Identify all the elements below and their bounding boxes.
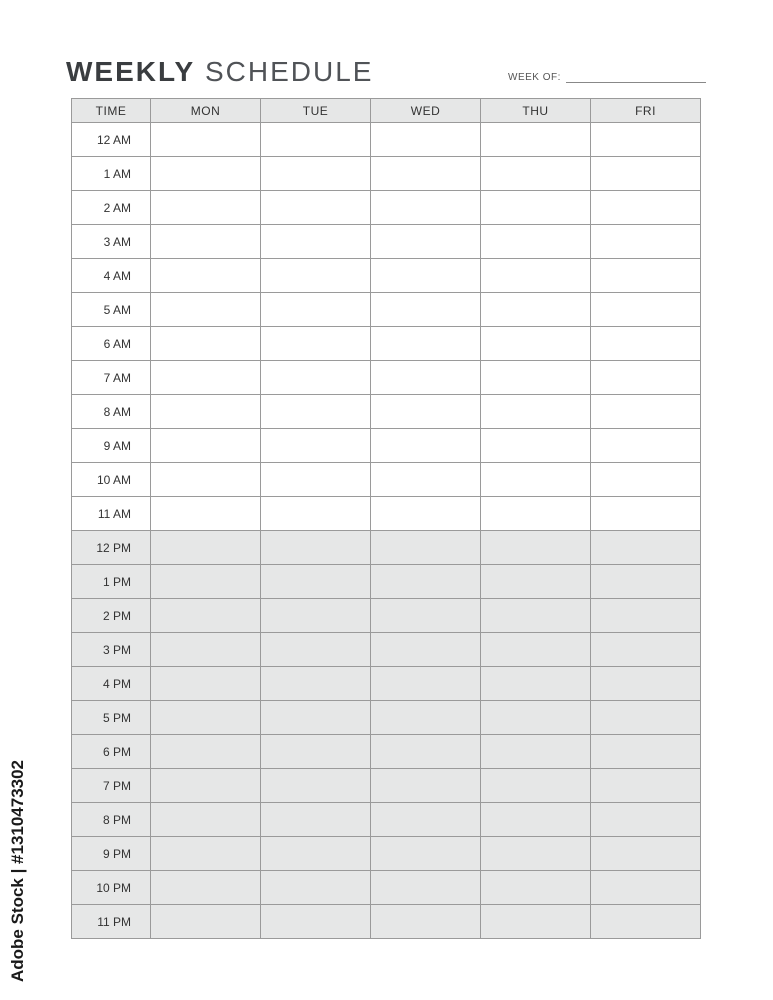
time-row xyxy=(72,633,701,667)
time-row xyxy=(72,531,701,565)
stock-id-text: Adobe Stock | #1310473302 xyxy=(8,759,27,982)
time-label: 9 PM xyxy=(72,837,151,871)
schedule-cell-mon[interactable] xyxy=(151,497,261,531)
time-label: 6 PM xyxy=(72,735,151,769)
schedule-cell-thu[interactable] xyxy=(481,701,591,735)
schedule-cell-tue[interactable] xyxy=(261,429,371,463)
schedule-cell-fri[interactable] xyxy=(591,497,701,531)
title-schedule: SCHEDULE xyxy=(205,56,374,87)
time-label: 8 AM xyxy=(72,395,151,429)
schedule-cell-tue[interactable] xyxy=(261,395,371,429)
schedule-cell-thu[interactable] xyxy=(481,395,591,429)
schedule-cell-wed[interactable] xyxy=(371,497,481,531)
schedule-cell-mon[interactable] xyxy=(151,293,261,327)
schedule-cell-wed[interactable] xyxy=(371,871,481,905)
schedule-cell-thu[interactable] xyxy=(481,225,591,259)
schedule-body xyxy=(72,123,701,939)
schedule-cell-tue[interactable] xyxy=(261,531,371,565)
schedule-cell-tue[interactable] xyxy=(261,599,371,633)
schedule-cell-thu[interactable] xyxy=(481,123,591,157)
column-header-tue: TUE xyxy=(261,99,371,123)
schedule-cell-wed[interactable] xyxy=(371,225,481,259)
schedule-cell-fri[interactable] xyxy=(591,701,701,735)
time-label: 9 AM xyxy=(72,429,151,463)
schedule-cell-fri[interactable] xyxy=(591,395,701,429)
schedule-cell-mon[interactable] xyxy=(151,735,261,769)
schedule-cell-mon[interactable] xyxy=(151,701,261,735)
time-row xyxy=(72,837,701,871)
schedule-cell-wed[interactable] xyxy=(371,361,481,395)
schedule-cell-wed[interactable] xyxy=(371,327,481,361)
schedule-cell-tue[interactable] xyxy=(261,633,371,667)
time-label: 5 AM xyxy=(72,293,151,327)
schedule-cell-mon[interactable] xyxy=(151,531,261,565)
schedule-cell-wed[interactable] xyxy=(371,395,481,429)
schedule-cell-mon[interactable] xyxy=(151,599,261,633)
schedule-cell-mon[interactable] xyxy=(151,667,261,701)
time-label: 5 PM xyxy=(72,701,151,735)
time-label: 4 AM xyxy=(72,259,151,293)
schedule-cell-mon[interactable] xyxy=(151,361,261,395)
schedule-cell-tue[interactable] xyxy=(261,463,371,497)
schedule-cell-tue[interactable] xyxy=(261,123,371,157)
schedule-cell-wed[interactable] xyxy=(371,157,481,191)
schedule-cell-fri[interactable] xyxy=(591,225,701,259)
schedule-cell-thu[interactable] xyxy=(481,497,591,531)
schedule-cell-tue[interactable] xyxy=(261,565,371,599)
stock-id-watermark xyxy=(4,758,30,982)
schedule-cell-wed[interactable] xyxy=(371,667,481,701)
schedule-cell-tue[interactable] xyxy=(261,293,371,327)
time-row xyxy=(72,123,701,157)
schedule-cell-thu[interactable] xyxy=(481,463,591,497)
schedule-cell-tue[interactable] xyxy=(261,837,371,871)
schedule-cell-fri[interactable] xyxy=(591,633,701,667)
schedule-cell-fri[interactable] xyxy=(591,429,701,463)
schedule-cell-fri[interactable] xyxy=(591,327,701,361)
time-label: 7 AM xyxy=(72,361,151,395)
schedule-cell-mon[interactable] xyxy=(151,565,261,599)
time-row xyxy=(72,667,701,701)
time-row xyxy=(72,871,701,905)
schedule-cell-wed[interactable] xyxy=(371,735,481,769)
schedule-cell-wed[interactable] xyxy=(371,293,481,327)
schedule-cell-mon[interactable] xyxy=(151,259,261,293)
time-row xyxy=(72,225,701,259)
schedule-cell-tue[interactable] xyxy=(261,259,371,293)
schedule-cell-thu[interactable] xyxy=(481,599,591,633)
schedule-cell-thu[interactable] xyxy=(481,293,591,327)
time-row xyxy=(72,157,701,191)
time-row xyxy=(72,565,701,599)
time-label: 7 PM xyxy=(72,769,151,803)
schedule-cell-thu[interactable] xyxy=(481,531,591,565)
time-row xyxy=(72,701,701,735)
schedule-cell-fri[interactable] xyxy=(591,361,701,395)
schedule-cell-wed[interactable] xyxy=(371,123,481,157)
time-row xyxy=(72,293,701,327)
time-label: 10 AM xyxy=(72,463,151,497)
schedule-cell-tue[interactable] xyxy=(261,735,371,769)
schedule-cell-wed[interactable] xyxy=(371,259,481,293)
time-row xyxy=(72,361,701,395)
column-header-thu: THU xyxy=(481,99,591,123)
schedule-cell-tue[interactable] xyxy=(261,769,371,803)
schedule-cell-tue[interactable] xyxy=(261,225,371,259)
schedule-cell-thu[interactable] xyxy=(481,803,591,837)
title-weekly: WEEKLY xyxy=(66,56,196,87)
schedule-cell-mon[interactable] xyxy=(151,905,261,939)
header-row xyxy=(72,99,701,123)
week-of-label: WEEK OF: xyxy=(508,72,561,83)
schedule-cell-fri[interactable] xyxy=(591,565,701,599)
schedule-cell-thu[interactable] xyxy=(481,837,591,871)
schedule-cell-mon[interactable] xyxy=(151,225,261,259)
schedule-cell-mon[interactable] xyxy=(151,191,261,225)
schedule-cell-fri[interactable] xyxy=(591,905,701,939)
schedule-cell-wed[interactable] xyxy=(371,803,481,837)
time-row xyxy=(72,769,701,803)
time-label: 10 PM xyxy=(72,871,151,905)
time-label: 3 PM xyxy=(72,633,151,667)
schedule-cell-fri[interactable] xyxy=(591,599,701,633)
time-row xyxy=(72,395,701,429)
schedule-cell-mon[interactable] xyxy=(151,395,261,429)
time-label: 4 PM xyxy=(72,667,151,701)
schedule-cell-fri[interactable] xyxy=(591,123,701,157)
schedule-cell-fri[interactable] xyxy=(591,531,701,565)
schedule-cell-thu[interactable] xyxy=(481,565,591,599)
schedule-cell-tue[interactable] xyxy=(261,667,371,701)
schedule-cell-thu[interactable] xyxy=(481,667,591,701)
time-row xyxy=(72,191,701,225)
time-label: 8 PM xyxy=(72,803,151,837)
schedule-cell-wed[interactable] xyxy=(371,599,481,633)
column-header-fri: FRI xyxy=(591,99,701,123)
time-row xyxy=(72,905,701,939)
schedule-cell-tue[interactable] xyxy=(261,905,371,939)
schedule-cell-fri[interactable] xyxy=(591,191,701,225)
schedule-cell-mon[interactable] xyxy=(151,633,261,667)
schedule-cell-wed[interactable] xyxy=(371,633,481,667)
schedule-cell-thu[interactable] xyxy=(481,769,591,803)
schedule-cell-wed[interactable] xyxy=(371,191,481,225)
schedule-cell-thu[interactable] xyxy=(481,157,591,191)
schedule-cell-mon[interactable] xyxy=(151,463,261,497)
time-label: 2 PM xyxy=(72,599,151,633)
schedule-cell-tue[interactable] xyxy=(261,157,371,191)
schedule-cell-fri[interactable] xyxy=(591,667,701,701)
schedule-cell-wed[interactable] xyxy=(371,531,481,565)
schedule-cell-tue[interactable] xyxy=(261,361,371,395)
schedule-cell-tue[interactable] xyxy=(261,497,371,531)
schedule-cell-fri[interactable] xyxy=(591,293,701,327)
schedule-cell-wed[interactable] xyxy=(371,429,481,463)
schedule-cell-fri[interactable] xyxy=(591,871,701,905)
schedule-table xyxy=(71,98,701,939)
schedule-cell-fri[interactable] xyxy=(591,157,701,191)
page-title xyxy=(66,56,373,88)
schedule-cell-tue[interactable] xyxy=(261,871,371,905)
schedule-cell-wed[interactable] xyxy=(371,837,481,871)
schedule-cell-fri[interactable] xyxy=(591,769,701,803)
schedule-cell-thu[interactable] xyxy=(481,327,591,361)
schedule-cell-mon[interactable] xyxy=(151,157,261,191)
schedule-cell-thu[interactable] xyxy=(481,429,591,463)
time-row xyxy=(72,463,701,497)
schedule-cell-wed[interactable] xyxy=(371,905,481,939)
schedule-cell-thu[interactable] xyxy=(481,905,591,939)
time-row xyxy=(72,327,701,361)
schedule-cell-thu[interactable] xyxy=(481,191,591,225)
schedule-cell-tue[interactable] xyxy=(261,191,371,225)
week-of-field[interactable] xyxy=(566,82,706,83)
time-label: 12 AM xyxy=(72,123,151,157)
schedule-cell-thu[interactable] xyxy=(481,735,591,769)
column-header-mon: MON xyxy=(151,99,261,123)
time-label: 11 PM xyxy=(72,905,151,939)
time-row xyxy=(72,599,701,633)
time-label: 1 AM xyxy=(72,157,151,191)
time-row xyxy=(72,735,701,769)
time-label: 6 AM xyxy=(72,327,151,361)
schedule-cell-thu[interactable] xyxy=(481,633,591,667)
schedule-cell-fri[interactable] xyxy=(591,259,701,293)
time-label: 3 AM xyxy=(72,225,151,259)
schedule-cell-fri[interactable] xyxy=(591,803,701,837)
schedule-cell-thu[interactable] xyxy=(481,871,591,905)
time-label: 1 PM xyxy=(72,565,151,599)
schedule-cell-fri[interactable] xyxy=(591,463,701,497)
schedule-cell-mon[interactable] xyxy=(151,837,261,871)
schedule-cell-mon[interactable] xyxy=(151,871,261,905)
schedule-cell-wed[interactable] xyxy=(371,769,481,803)
schedule-cell-mon[interactable] xyxy=(151,769,261,803)
schedule-cell-fri[interactable] xyxy=(591,735,701,769)
schedule-cell-thu[interactable] xyxy=(481,361,591,395)
time-label: 2 AM xyxy=(72,191,151,225)
schedule-cell-mon[interactable] xyxy=(151,429,261,463)
schedule-cell-tue[interactable] xyxy=(261,701,371,735)
schedule-cell-tue[interactable] xyxy=(261,803,371,837)
column-header-time: TIME xyxy=(72,99,151,123)
schedule-cell-mon[interactable] xyxy=(151,327,261,361)
time-row xyxy=(72,429,701,463)
schedule-cell-tue[interactable] xyxy=(261,327,371,361)
time-row xyxy=(72,497,701,531)
time-row xyxy=(72,259,701,293)
time-label: 12 PM xyxy=(72,531,151,565)
time-row xyxy=(72,803,701,837)
column-header-wed: WED xyxy=(371,99,481,123)
time-label: 11 AM xyxy=(72,497,151,531)
schedule-cell-fri[interactable] xyxy=(591,837,701,871)
schedule-cell-mon[interactable] xyxy=(151,803,261,837)
schedule-cell-wed[interactable] xyxy=(371,463,481,497)
schedule-cell-thu[interactable] xyxy=(481,259,591,293)
schedule-cell-mon[interactable] xyxy=(151,123,261,157)
schedule-cell-wed[interactable] xyxy=(371,565,481,599)
schedule-cell-wed[interactable] xyxy=(371,701,481,735)
